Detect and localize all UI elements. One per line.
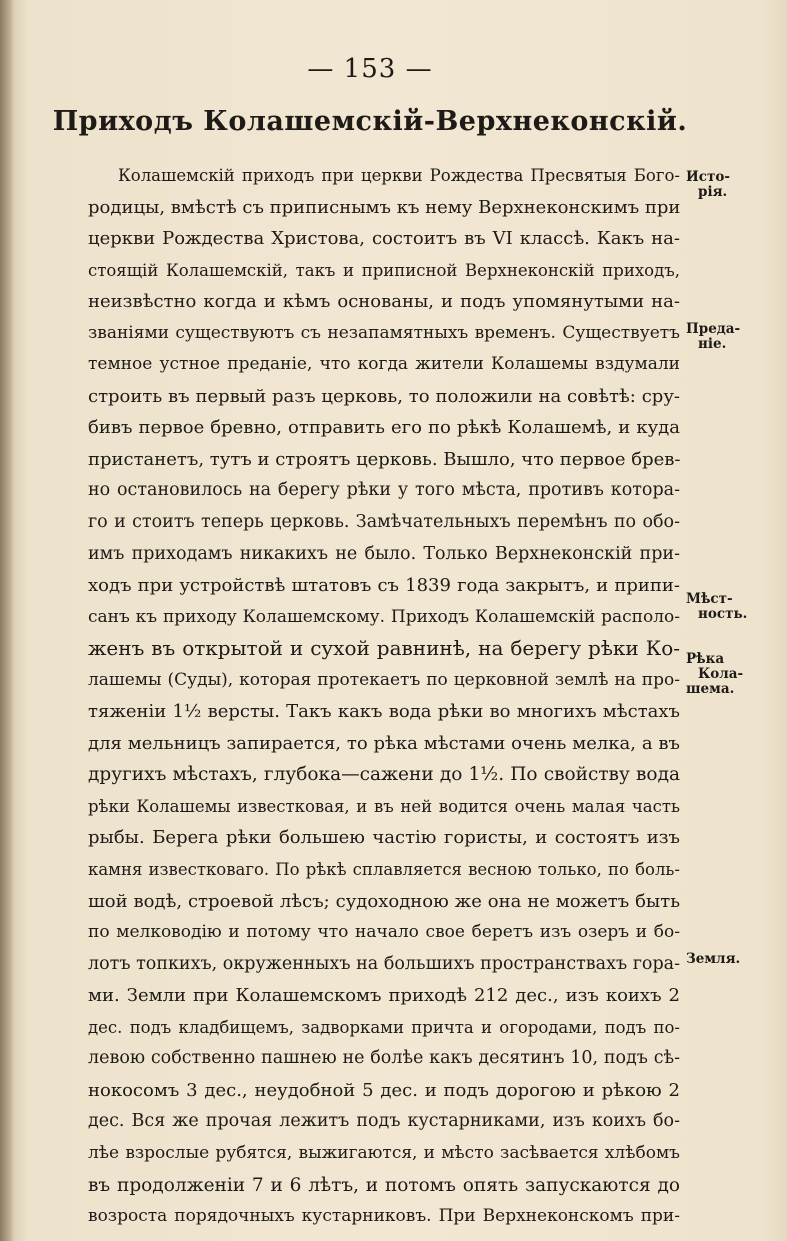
text-line: церкви Рождества Христова, состоитъ въ VI классѣ. Какъ на- xyxy=(88,228,680,250)
text-line: го и стоитъ теперь церковь. Замѣчательныхъ перемѣнъ по обо- xyxy=(88,512,680,533)
text-line: Колашемскій приходъ при церкви Рождества Пресвятыя Бого- xyxy=(118,166,680,185)
margin-note-history: Исто- рія. xyxy=(686,169,730,200)
text-line: по мелководію и потому что начало свое беретъ изъ озеръ и бо- xyxy=(88,922,680,943)
page-number: — 153 — xyxy=(307,54,433,84)
text-line: но остановилось на берегу рѣки у того мѣста, противъ котора- xyxy=(88,480,680,501)
section-heading: Приходъ Колашемскій-Верхнеконскій. xyxy=(52,106,688,137)
margin-note-land: Земля. xyxy=(686,951,741,967)
text-line: неизвѣстно когда и кѣмъ основаны, и подъ упомянутыми на- xyxy=(88,291,680,313)
text-line: темное устное преданіе, что когда жители Колашемы вздумали xyxy=(88,354,680,375)
text-line: женъ въ открытой и сухой равнинѣ, на берегу рѣки Ко- xyxy=(88,636,680,661)
body-text xyxy=(88,160,680,1233)
text-line: нокосомъ 3 дес., неудобной 5 дес. и подъ дорогою и рѣкою 2 xyxy=(88,1079,680,1101)
margin-note-legend: Преда- ніе. xyxy=(686,321,741,352)
text-line: рыбы. Берега рѣки большею частію гористы, и состоятъ изъ xyxy=(88,827,680,849)
text-line: бивъ первое бревно, отправить его по рѣкѣ Колашемѣ, и куда xyxy=(88,417,680,439)
book-gutter-shadow xyxy=(0,0,14,1241)
text-line: дес. Вся же прочая лежитъ подъ кустарниками, изъ коихъ бо- xyxy=(88,1111,680,1132)
margin-note-location: Мѣст- ность. xyxy=(686,591,748,622)
text-line: шой водѣ, строевой лѣсъ; судоходною же она не можетъ быть xyxy=(88,890,680,912)
text-line: возроста порядочныхъ кустарниковъ. При Верхнеконскомъ при- xyxy=(88,1206,680,1227)
margin-note-river: Рѣка Кола- шема. xyxy=(686,651,744,697)
text-line: дес. подъ кладбищемъ, задворками причта и огородами, подъ по- xyxy=(88,1017,680,1037)
text-line: левою собственно пашнею не болѣе какъ десятинъ 10, подъ сѣ- xyxy=(88,1048,680,1069)
text-line: лѣе взрослые рубятся, выжигаются, и мѣсто засѣвается хлѣбомъ xyxy=(88,1142,680,1163)
text-line: въ продолженіи 7 и 6 лѣтъ, и потомъ опять запускаются до xyxy=(88,1174,680,1196)
text-line: родицы, вмѣстѣ съ приписнымъ къ нему Верхнеконскимъ при xyxy=(88,196,680,218)
text-line: званіями существуютъ съ незапамятныхъ временъ. Существуетъ xyxy=(88,322,680,343)
text-line: пристанетъ, тутъ и строятъ церковь. Вышло, что первое брев- xyxy=(88,448,680,470)
text-line: тяженіи 1½ версты. Такъ какъ вода рѣки во многихъ мѣстахъ xyxy=(88,701,680,723)
text-line: рѣки Колашемы известковая, и въ ней водится очень малая часть xyxy=(88,796,680,816)
text-line: для мельницъ запирается, то рѣка мѣстами очень мелка, а въ xyxy=(88,732,680,754)
text-line: другихъ мѣстахъ, глубока—сажени до 1½. По свойству вода xyxy=(88,764,680,786)
text-line: лашемы (Суды), которая протекаетъ по церковной землѣ на про- xyxy=(88,669,680,690)
text-line: лотъ топкихъ, окруженныхъ на большихъ пространствахъ гора- xyxy=(88,953,680,974)
text-line: санъ къ приходу Колашемскому. Приходъ Колашемскій располо- xyxy=(88,606,680,627)
text-line: имъ приходамъ никакихъ не было. Только Верхнеконскій при- xyxy=(88,543,680,564)
text-line: стоящій Колашемскій, такъ и приписной Верхнеконскій приходъ, xyxy=(88,260,680,280)
text-line: ми. Земли при Колашемскомъ приходѣ 212 дес., изъ коихъ 2 xyxy=(88,985,680,1007)
text-line: камня известковаго. По рѣкѣ сплавляется весною только, по боль- xyxy=(88,860,680,880)
text-line: ходъ при устройствѣ штатовъ съ 1839 года закрытъ, и припи- xyxy=(88,575,680,597)
text-line: строить въ первый разъ церковь, то положили на совѣтѣ: сру- xyxy=(88,385,680,407)
